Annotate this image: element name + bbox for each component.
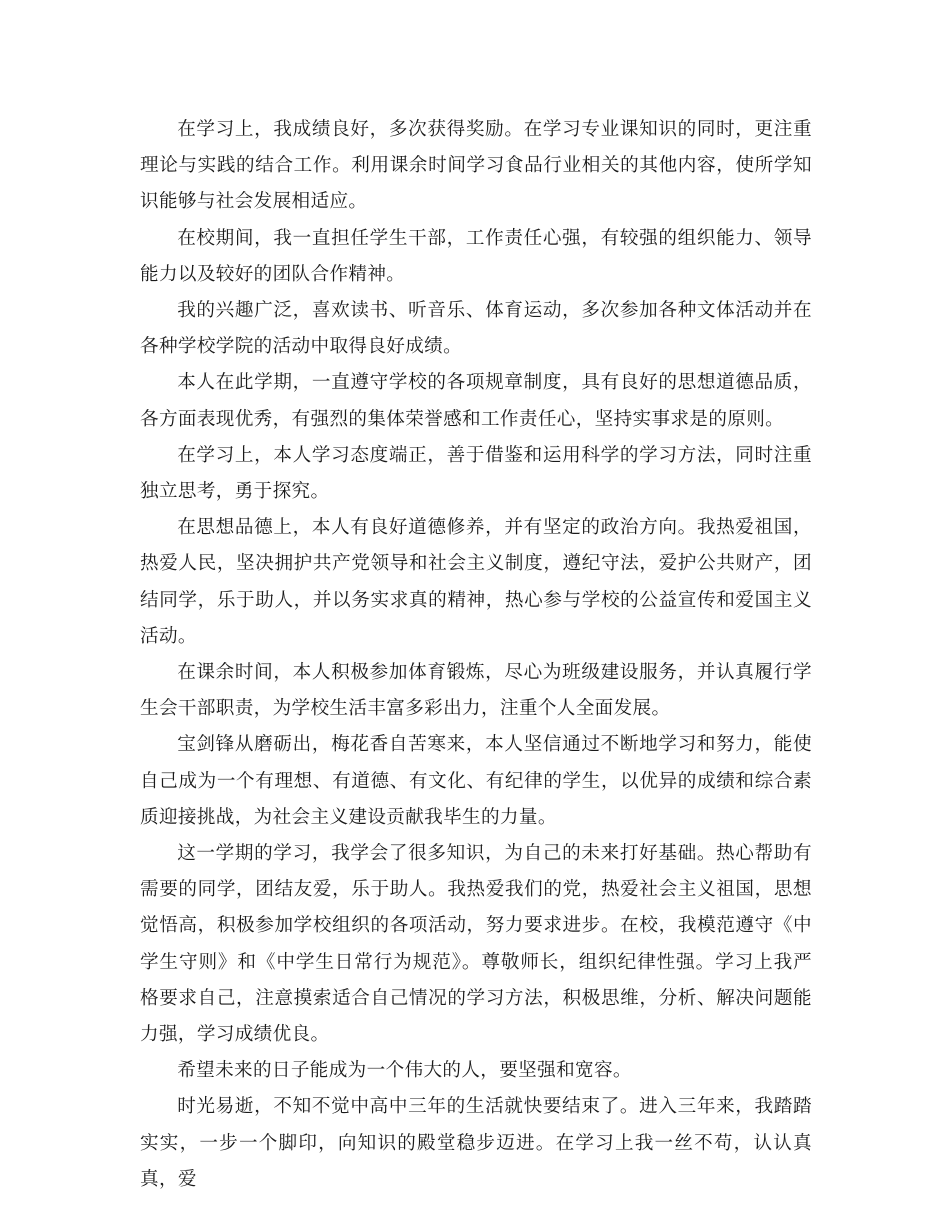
document-body: [140, 112, 812, 1198]
paragraph: 在校期间，我一直担任学生干部，工作责任心强，有较强的组织能力、领导能力以及较好的团队合作精神。: [140, 227, 812, 285]
paragraph: 我的兴趣广泛，喜欢读书、听音乐、体育运动，多次参加各种文体活动并在各种学校学院的活动中取得良好成绩。: [140, 300, 812, 358]
paragraph: 在学习上，我成绩良好，多次获得奖励。在学习专业课知识的同时，更注重理论与实践的结合工作。利用课余时间学习食品行业相关的其他内容，使所学知识能够与社会发展相适应。: [140, 119, 812, 213]
paragraph: 在课余时间，本人积极参加体育锻炼，尽心为班级建设服务，并认真履行学生会干部职责，为学校生活丰富多彩出力，注重个人全面发展。: [140, 662, 812, 720]
paragraph: 本人在此学期，一直遵守学校的各项规章制度，具有良好的思想道德品质，各方面表现优秀，有强烈的集体荣誉感和工作责任心，坚持实事求是的原则。: [140, 372, 812, 430]
paragraph: 宝剑锋从磨砺出，梅花香自苦寒来，本人坚信通过不断地学习和努力，能使自己成为一个有理想、有道德、有文化、有纪律的学生，以优异的成绩和综合素质迎接挑战，为社会主义建设贡献我毕生的力量。: [140, 734, 812, 828]
paragraph: 在学习上，本人学习态度端正，善于借鉴和运用科学的学习方法，同时注重独立思考，勇于探究。: [140, 444, 812, 503]
paragraph: 这一学期的学习，我学会了很多知识，为自己的未来打好基础。热心帮助有需要的同学，团结友爱，乐于助人。我热爱我们的党，热爱社会主义祖国，思想觉悟高，积极参加学校组织的各项活动，努力要求进步。在校，我模范遵守《中学生守则》和《中学生日常行为规范》。尊敬师长，组织纪律性强。学习上我严格要求自己，注意摸索适合自己情况的学习方法，积极思维，分析、解决问题能力强，学习成绩优良。: [140, 843, 812, 1046]
paragraph: 在思想品德上，本人有良好道德修养，并有坚定的政治方向。我热爱祖国，热爱人民，坚决拥护共产党领导和社会主义制度，遵纪守法，爱护公共财产，团结同学，乐于助人，并以务实求真的精神，热心参与学校的公益宣传和爱国主义活动。: [140, 517, 812, 647]
paragraph: 希望未来的日子能成为一个伟大的人，要坚强和宽容。: [177, 1060, 632, 1082]
paragraph: 时光易逝，不知不觉中高中三年的生活就快要结束了。进入三年来，我踏踏实实，一步一个脚印，向知识的殿堂稳步迈进。在学习上我一丝不苟，认认真真，爱: [140, 1096, 812, 1190]
